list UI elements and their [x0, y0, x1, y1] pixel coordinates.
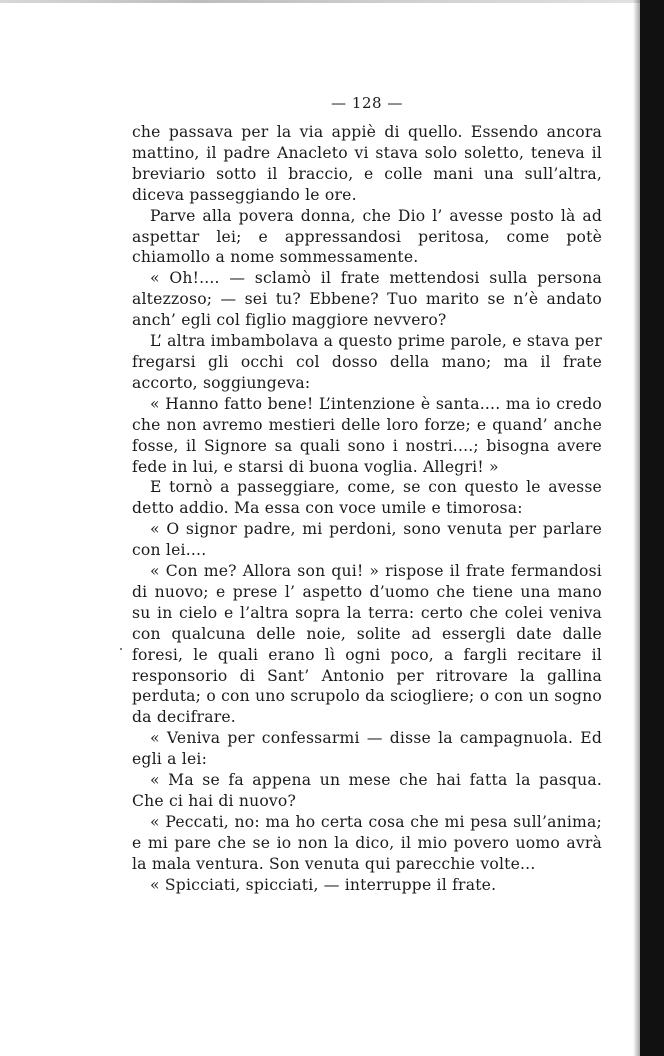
paragraph: Parve alla povera donna, che Dio l’ avesse posto là ad aspettar lei; e appressandosi peritosa, come potè chiamollo a nome sommessamente.: [132, 206, 602, 267]
page-right-edge-shadow: [640, 0, 664, 1056]
paragraph-dialogue: « O signor padre, mi perdoni, sono venuta per parlare con lei....: [132, 520, 602, 560]
print-speck: [120, 648, 122, 650]
paragraph: E tornò a passeggiare, come, se con questo le avesse detto addio. Ma essa con voce umile e timorosa:: [132, 478, 602, 518]
paragraph-dialogue: « Veniva per confessarmi — disse la campagnuola. Ed egli a lei:: [132, 729, 602, 769]
paragraph-dialogue: « Con me? Allora son qui! » rispose il frate fermandosi di nuovo; e prese l’ aspetto d’uomo che tiene una mano su in cielo e l’altra sopra la terra: certo che colei veniva con qualcuna delle noie, solite ad essergli date dalle foresi, le quali erano lì ogni poco, a fargli recitare il responsorio di Sant’ Antonio per ritrovare la gallina perduta; o con uno scrupolo da sciogliere; o con un sogno da decifrare.: [132, 562, 602, 727]
paragraph-continuation: che passava per la via appiè di quello. Essendo ancora mattino, il padre Anacleto vi stava solo soletto, teneva il breviario sotto il braccio, e colle mani una sull’altra, diceva passeggiando le ore.: [132, 123, 602, 204]
page-body-text: [132, 122, 602, 896]
paragraph: L’ altra imbambolava a questo prime parole, e stava per fregarsi gli occhi col dosso della mano; ma il frate accorto, soggiungeva:: [132, 332, 602, 392]
paragraph-dialogue: « Hanno fatto bene! L’intenzione è santa.... ma io credo che non avremo mestieri delle loro forze; e quand’ anche fosse, il Signore sa quali sono i nostri....; bisogna avere fede in lui, e starsi di buona voglia. Allegri! »: [132, 394, 602, 476]
page-right-edge-fade: [633, 0, 640, 1056]
paragraph-dialogue: « Ma se fa appena un mese che hai fatta la pasqua. Che ci hai di nuovo?: [132, 771, 602, 810]
paragraph-dialogue: « Spicciati, spicciati, — interruppe il frate.: [150, 875, 497, 894]
paragraph-dialogue: « Peccati, no: ma ho certa cosa che mi pesa sull’anima; e mi pare che se io non la dico, il mio povero uomo avrà la mala ventura. Son venuta qui parecchie volte...: [132, 812, 602, 873]
page-top-edge-shadow: [0, 0, 664, 3]
paragraph-dialogue: « Oh!.... — sclamò il frate mettendosi sulla persona altezzoso; — sei tu? Ebbene? Tuo marito se n’è andato anch’ egli col figlio maggiore nevvero?: [132, 269, 602, 330]
book-page: [132, 94, 602, 896]
page-number: — 128 —: [331, 94, 403, 112]
